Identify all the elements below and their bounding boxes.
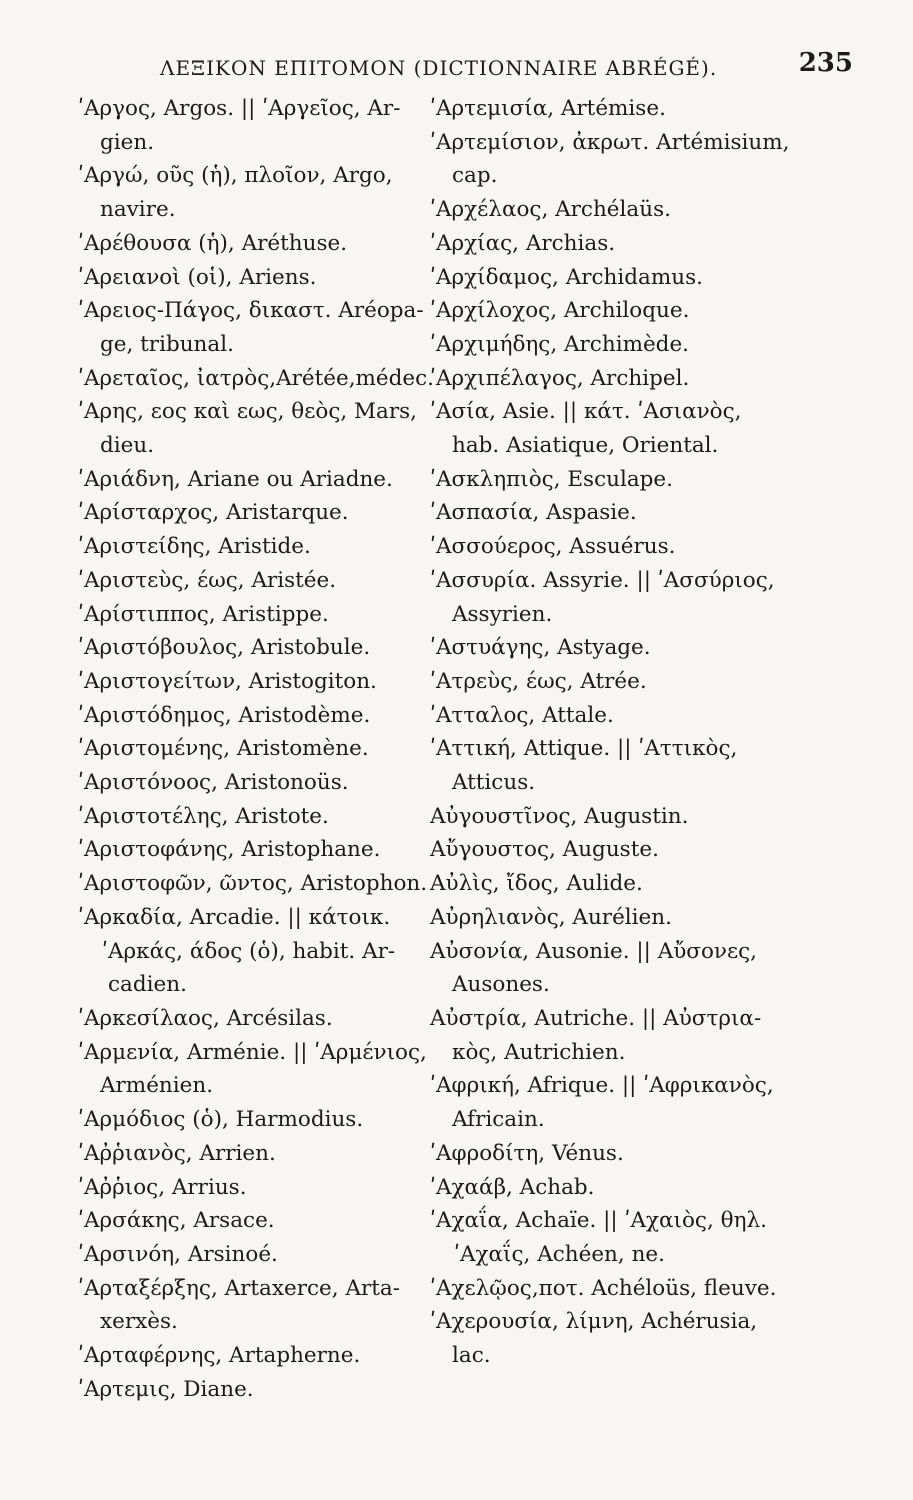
dictionary-entry <box>430 1069 774 1136</box>
dictionary-entry <box>430 1002 770 1069</box>
entry-headword-line: ʹΑρχέλαος, Archélaüs. <box>430 197 671 223</box>
dictionary-entry <box>430 126 790 193</box>
entry-headword-line: ʹΑρταξέρξης, Artaxerce, Arta- <box>78 1275 400 1301</box>
entry-continuation-line: cap. <box>452 163 498 189</box>
entry-headword-line: ʹΑριστόβουλος, Aristobule. <box>78 635 371 661</box>
dictionary-entry <box>78 867 428 901</box>
entry-headword-line: Αὐλὶς, ἴδος, Aulide. <box>430 871 643 897</box>
entry-headword-line: ʹΑριστοτέλης, Aristote. <box>78 803 329 829</box>
dictionary-entry <box>78 598 423 632</box>
entry-headword-line: ʹΑρτεμίσιον, ἀκρωτ. Artémisium, <box>430 129 790 155</box>
dictionary-entry <box>78 631 423 665</box>
entry-headword-line: ʹΑρειος-Πάγος, δικαστ. Aréopa- <box>78 298 424 324</box>
dictionary-entry <box>430 395 770 462</box>
entry-headword-line: Αὐρηλιανὸς, Aurélien. <box>430 904 672 930</box>
entry-headword-line: ʹΑρχιμήδης, Archimède. <box>430 331 689 357</box>
dictionary-entry <box>430 227 770 261</box>
dictionary-entry <box>430 362 770 396</box>
entry-headword-line: ʹΑριστεὺς, έως, Aristée. <box>78 567 337 593</box>
entry-headword-line: Αὐστρία, Autriche. || Αὐστρια- <box>430 1005 762 1031</box>
entry-headword-line: ʹΑχελῷος,ποτ. Achéloüs, fleuve. <box>430 1275 777 1301</box>
entry-headword-line: ʹΑρσάκης, Arsace. <box>78 1208 275 1234</box>
dictionary-entry <box>430 1305 770 1372</box>
entry-headword-line: ʹΑρχίδαμος, Archidamus. <box>430 264 703 290</box>
dictionary-entry <box>78 665 423 699</box>
dictionary-entry <box>430 328 770 362</box>
running-title: ΛΕΞΙΚΟΝ ΕΠΙΤΟΜΟΝ (DICTIONNAIRE ABRÉGÉ). <box>160 56 718 80</box>
entry-headword-line: ʹΑσκληπιὸς, Esculape. <box>430 466 673 492</box>
dictionary-entry <box>430 867 770 901</box>
dictionary-entry <box>430 261 770 295</box>
entry-headword-line: Αὐγουστῖνος, Augustin. <box>430 803 689 829</box>
dictionary-entry <box>78 800 423 834</box>
entry-headword-line: ʹΑριστοφάνης, Aristophane. <box>78 837 381 863</box>
dictionary-entry <box>78 1373 423 1407</box>
entry-headword-line: ʹΑργώ, οῦς (ἡ), πλοῖον, Argo, <box>78 163 393 189</box>
dictionary-entry <box>78 833 423 867</box>
dictionary-entry <box>430 1238 770 1272</box>
entry-headword-line: ʹΑρκάς, άδος (ὁ), habit. Ar- <box>102 938 396 964</box>
entry-continuation-line: Assyrien. <box>452 601 553 627</box>
entry-headword-line: Αὔγουστος, Auguste. <box>430 837 659 863</box>
dictionary-entry <box>78 1339 423 1373</box>
entry-headword-line: ʹΑῤῥιος, Arrius. <box>78 1174 247 1200</box>
entry-continuation-line: Ausones. <box>452 972 550 998</box>
dictionary-entry <box>78 766 423 800</box>
entry-headword-line: ʹΑρσινόη, Arsinoé. <box>78 1241 278 1267</box>
dictionary-entry <box>430 193 770 227</box>
dictionary-entry <box>78 227 423 261</box>
right-column <box>430 92 790 1373</box>
entry-headword-line: ʹΑρχιπέλαγος, Archipel. <box>430 365 690 391</box>
dictionary-entry <box>78 1204 423 1238</box>
entry-headword-line: ʹΑρχίλοχος, Archiloque. <box>430 298 690 324</box>
entry-headword-line: ʹΑρταφέρνης, Artapherne. <box>78 1343 361 1369</box>
dictionary-entry <box>78 1171 423 1205</box>
entry-headword-line: ʹΑρτεμις, Diane. <box>78 1376 254 1402</box>
dictionary-entry <box>430 496 770 530</box>
entry-headword-line: ʹΑργος, Argos. || ʹΑργεῖος, Ar- <box>78 96 401 121</box>
entry-continuation-line: Arménien. <box>100 1073 214 1099</box>
entry-headword-line: ʹΑρίστιππος, Aristippe. <box>78 601 329 627</box>
entry-headword-line: ʹΑρειανοὶ (οἱ), Ariens. <box>78 264 317 290</box>
entry-headword-line: ʹΑρκεσίλαος, Arcésilas. <box>78 1005 333 1031</box>
dictionary-entry <box>430 463 770 497</box>
dictionary-entry <box>78 732 423 766</box>
dictionary-entry <box>430 92 770 126</box>
dictionary-entry <box>430 800 770 834</box>
dictionary-entry <box>78 261 423 295</box>
dictionary-entry <box>78 530 423 564</box>
entry-continuation-line: cadien. <box>108 972 187 998</box>
entry-headword-line: ʹΑρης, εος καὶ εως, θεὸς, Mars, <box>78 399 418 425</box>
entry-continuation-line: xerxès. <box>100 1309 178 1335</box>
entry-continuation-line: ge, tribunal. <box>100 331 234 357</box>
entry-headword-line: ʹΑτρεὺς, έως, Atrée. <box>430 668 647 694</box>
dictionary-entry <box>430 1137 770 1171</box>
dictionary-entry <box>78 1137 423 1171</box>
entry-headword-line: ʹΑστυάγης, Astyage. <box>430 635 651 661</box>
entry-headword-line: ʹΑσία, Asie. || κάτ. ʹΑσιανὸς, <box>430 399 742 425</box>
dictionary-entry <box>78 463 423 497</box>
dictionary-entry <box>430 530 770 564</box>
dictionary-entry <box>430 935 770 1002</box>
dictionary-entry <box>78 362 435 396</box>
dictionary-entry <box>430 665 770 699</box>
entry-headword-line: ʹΑριστείδης, Aristide. <box>78 534 311 560</box>
entry-headword-line: ʹΑσπασία, Aspasie. <box>430 500 637 526</box>
dictionary-entry <box>78 1238 423 1272</box>
dictionary-entry <box>78 901 423 935</box>
entry-headword-line: ʹΑρέθουσα (ἡ), Aréthuse. <box>78 230 348 256</box>
entry-continuation-line: lac. <box>452 1343 491 1369</box>
entry-headword-line: ʹΑριστομένης, Aristomène. <box>78 736 369 762</box>
entry-headword-line: ʹΑσσούερος, Assuérus. <box>430 534 676 560</box>
entry-continuation-line: Africain. <box>452 1107 545 1133</box>
dictionary-entry <box>78 92 423 159</box>
entry-headword-line: ʹΑχαΐα, Achaïe. || ʹΑχαιὸς, θηλ. <box>430 1208 767 1234</box>
entry-headword-line: ʹΑφροδίτη, Vénus. <box>430 1140 624 1166</box>
entry-headword-line: Αὐσονία, Ausonie. || Αὔσονες, <box>430 938 757 964</box>
entry-headword-line: ʹΑττική, Attique. || ʹΑττικὸς, <box>430 736 738 762</box>
entry-headword-line: ʹΑῤῥιανὸς, Arrien. <box>78 1140 276 1166</box>
entry-headword-line: ʹΑχερουσία, λίμνη, Achérusia, <box>430 1309 758 1335</box>
entry-headword-line: ʹΑφρική, Afrique. || ʹΑφρικανὸς, <box>430 1073 774 1099</box>
dictionary-entry <box>78 1036 427 1103</box>
entry-headword-line: ʹΑριάδνη, Ariane ou Ariadne. <box>78 466 393 492</box>
entry-continuation-line: Atticus. <box>452 770 536 796</box>
dictionary-entry <box>430 1204 770 1238</box>
dictionary-entry <box>78 496 423 530</box>
entry-headword-line: ʹΑρεταῖος, ἰατρὸς,Arétée,médec. <box>78 365 435 391</box>
entry-headword-line: ʹΑρκαδία, Arcadie. || κάτοικ. <box>78 904 391 930</box>
dictionary-entry <box>78 564 423 598</box>
entry-headword-line: ʹΑρίσταρχος, Aristarque. <box>78 500 349 526</box>
dictionary-entry <box>78 1272 423 1339</box>
entry-headword-line: ʹΑρμενία, Arménie. || ʹΑρμένιος, <box>78 1039 427 1065</box>
dictionary-entry <box>430 833 770 867</box>
dictionary-entry <box>430 564 775 631</box>
dictionary-entry <box>430 294 770 328</box>
dictionary-entry <box>78 159 423 226</box>
entry-continuation-line: hab. Asiatique, Oriental. <box>452 433 719 459</box>
entry-continuation-line: κὸς, Autrichien. <box>452 1039 626 1065</box>
page-number: 235 <box>798 48 853 78</box>
entry-headword-line: ʹΑρτεμισία, Artémise. <box>430 96 666 121</box>
entry-headword-line: ʹΑσσυρία. Assyrie. || ʹΑσσύριος, <box>430 567 775 593</box>
dictionary-entry <box>430 1171 770 1205</box>
entry-headword-line: ʹΑτταλος, Attale. <box>430 702 614 728</box>
dictionary-entry <box>430 1272 777 1306</box>
dictionary-entry <box>78 294 423 361</box>
entry-headword-line: ʹΑχαΐς, Achéen, ne. <box>454 1241 665 1267</box>
dictionary-entry <box>430 631 770 665</box>
entry-headword-line: ʹΑρχίας, Archias. <box>430 230 616 256</box>
dictionary-entry <box>430 732 770 799</box>
entry-headword-line: ʹΑριστογείτων, Aristogiton. <box>78 668 377 694</box>
dictionary-entry <box>78 1103 423 1137</box>
dictionary-entry <box>430 699 770 733</box>
entry-headword-line: ʹΑρμόδιος (ὁ), Harmodius. <box>78 1107 364 1133</box>
entry-headword-line: ʹΑχαάβ, Achab. <box>430 1174 595 1200</box>
dictionary-entry <box>78 935 423 1002</box>
entry-continuation-line: navire. <box>100 197 176 223</box>
entry-headword-line: ʹΑριστοφῶν, ῶντος, Aristophon. <box>78 871 428 897</box>
entry-headword-line: ʹΑριστόνοος, Aristonoüs. <box>78 770 349 796</box>
entry-headword-line: ʹΑριστόδημος, Aristodème. <box>78 702 371 728</box>
dictionary-entry <box>78 1002 423 1036</box>
dictionary-entry <box>430 901 770 935</box>
left-column <box>78 92 435 1406</box>
page-header <box>160 48 853 88</box>
dictionary-entry <box>78 395 423 462</box>
dictionary-entry <box>78 699 423 733</box>
entry-continuation-line: dieu. <box>100 433 155 459</box>
entry-continuation-line: gien. <box>100 129 155 155</box>
